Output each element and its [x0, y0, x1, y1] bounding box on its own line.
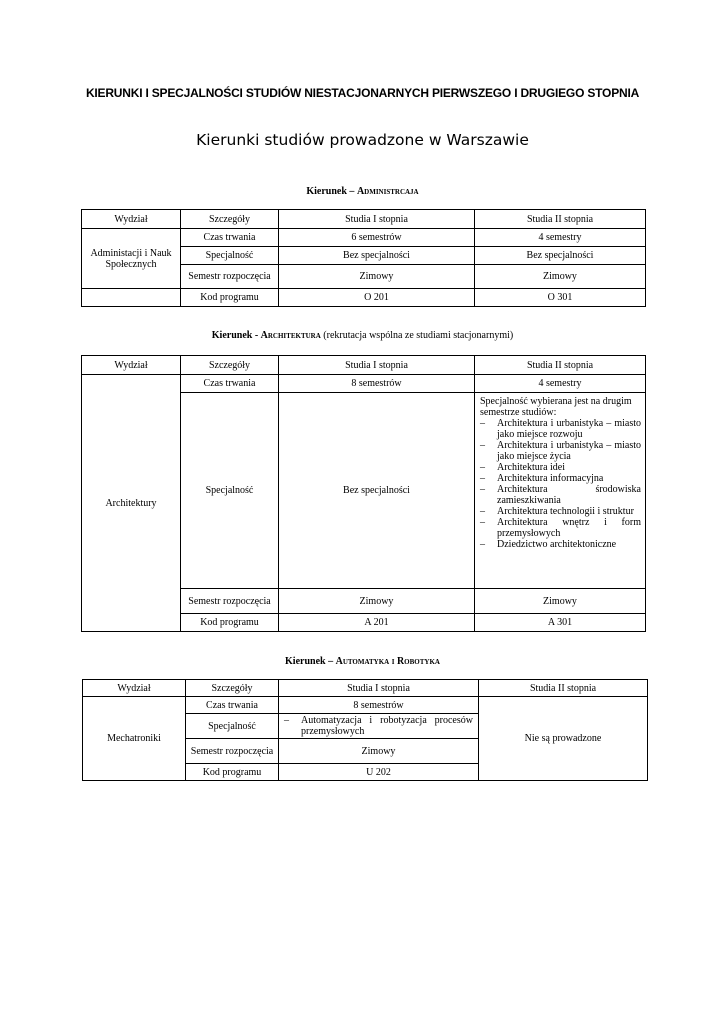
heading-name: Architektura — [260, 330, 321, 341]
duration-1: 8 semestrów — [279, 375, 475, 393]
table-row — [82, 289, 646, 307]
list-item: – Architektura idei — [480, 462, 641, 473]
spec-2: Bez specjalności — [475, 247, 646, 265]
label-specjalnosc: Specjalność — [181, 247, 279, 265]
heading-label: Kierunek – — [285, 656, 336, 667]
table-administracja — [81, 209, 646, 307]
table-automatyka — [82, 679, 648, 781]
list-item: – Architektura i urbanistyka – miasto jako miejsce rozwoju — [480, 418, 641, 440]
semester-2: Zimowy — [475, 265, 646, 289]
list-item: – Architektura wnętrz i form przemysłowych — [480, 517, 641, 539]
table-row — [83, 697, 648, 714]
stage-2-cell: Nie są prowadzone — [479, 697, 648, 781]
header-wydzial: Wydział — [83, 680, 186, 697]
code-1: U 202 — [279, 764, 479, 781]
label-kod: Kod programu — [181, 614, 279, 632]
list-item: – Architektura i urbanistyka – miasto jako miejsce życia — [480, 440, 641, 462]
label-semestr: Semestr rozpoczęcia — [186, 739, 279, 764]
document-title: KIERUNKI I SPECJALNOŚCI STUDIÓW NIESTACJONARNYCH PIERWSZEGO I DRUGIEGO STOPNIA — [85, 86, 640, 100]
faculty-cell: Mechatroniki — [83, 697, 186, 781]
header-szczegoly: Szczegóły — [181, 210, 279, 229]
duration-1: 6 semestrów — [279, 229, 475, 247]
spec-2-list — [480, 418, 641, 550]
header-stopien2: Studia II stopnia — [475, 210, 646, 229]
label-semestr: Semestr rozpoczęcia — [181, 265, 279, 289]
spec-2-cell — [475, 393, 646, 589]
header-stopien1: Studia I stopnia — [279, 210, 475, 229]
table-row — [82, 375, 646, 393]
header-szczegoly: Szczegóły — [186, 680, 279, 697]
header-stopien1: Studia I stopnia — [279, 356, 475, 375]
table-header-row — [82, 356, 646, 375]
list-item: – Automatyzacja i robotyzacja procesów przemysłowych — [284, 715, 473, 737]
semester-2: Zimowy — [475, 589, 646, 614]
header-stopien2: Studia II stopnia — [479, 680, 648, 697]
code-2: A 301 — [475, 614, 646, 632]
label-semestr: Semestr rozpoczęcia — [181, 589, 279, 614]
list-item: – Dziedzictwo architektoniczne — [480, 539, 641, 550]
header-wydzial: Wydział — [82, 210, 181, 229]
header-szczegoly: Szczegóły — [181, 356, 279, 375]
heading-label: Kierunek - — [211, 330, 261, 341]
table-header-row — [83, 680, 648, 697]
spec-1: Bez specjalności — [279, 247, 475, 265]
spec-1-list — [284, 715, 473, 737]
empty-cell — [82, 289, 181, 307]
semester-1: Zimowy — [279, 265, 475, 289]
heading-name: Automatyka i Robotyka — [335, 656, 440, 667]
code-2: O 301 — [475, 289, 646, 307]
list-item: – Architektura środowiska zamieszkiwania — [480, 484, 641, 506]
header-stopien1: Studia I stopnia — [279, 680, 479, 697]
list-item: – Architektura technologii i struktur — [480, 506, 641, 517]
section-heading-administracja — [0, 186, 725, 197]
spec-1-cell — [279, 714, 479, 739]
list-item: – Architektura informacyjna — [480, 473, 641, 484]
faculty-cell: Administacji i Nauk Społecznych — [82, 229, 181, 289]
section-heading-automatyka — [0, 656, 725, 667]
section-heading-architektura — [0, 330, 725, 341]
label-czas: Czas trwania — [186, 697, 279, 714]
header-wydzial: Wydział — [82, 356, 181, 375]
heading-label: Kierunek – — [306, 186, 357, 197]
heading-note: (rekrutacja wspólna ze studiami stacjonarnymi) — [320, 330, 514, 341]
table-row — [82, 229, 646, 247]
spec-1: Bez specjalności — [279, 393, 475, 589]
code-1: O 201 — [279, 289, 475, 307]
label-kod: Kod programu — [181, 289, 279, 307]
label-kod: Kod programu — [186, 764, 279, 781]
label-specjalnosc: Specjalność — [181, 393, 279, 589]
table-architektura — [81, 355, 646, 632]
label-czas: Czas trwania — [181, 229, 279, 247]
duration-1: 8 semestrów — [279, 697, 479, 714]
header-stopien2: Studia II stopnia — [475, 356, 646, 375]
semester-1: Zimowy — [279, 589, 475, 614]
spec-2-intro: Specjalność wybierana jest na drugim semestrze studiów: — [480, 396, 632, 418]
duration-2: 4 semestry — [475, 229, 646, 247]
code-1: A 201 — [279, 614, 475, 632]
label-czas: Czas trwania — [181, 375, 279, 393]
heading-name: Administrcaja — [356, 186, 419, 197]
table-header-row — [82, 210, 646, 229]
label-specjalnosc: Specjalność — [186, 714, 279, 739]
faculty-cell: Architektury — [82, 375, 181, 632]
semester-1: Zimowy — [279, 739, 479, 764]
duration-2: 4 semestry — [475, 375, 646, 393]
document-subtitle: Kierunki studiów prowadzone w Warszawie — [196, 131, 529, 149]
